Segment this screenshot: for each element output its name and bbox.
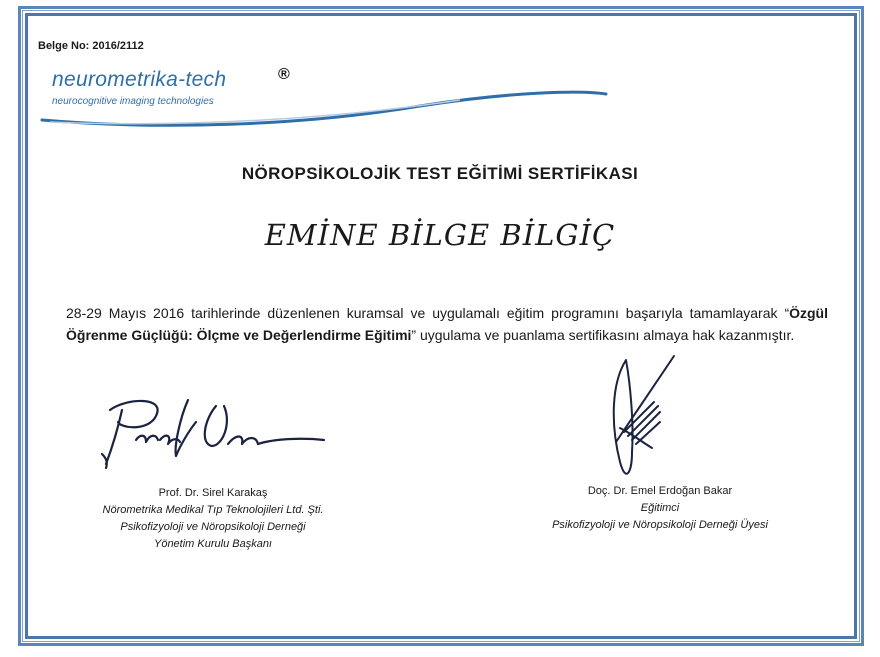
logo-name: neurometrika-tech	[52, 68, 227, 91]
right-signer-affiliation: Psikofizyoloji ve Nöropsikoloji Derneği Üyesi	[552, 519, 768, 531]
left-signer-affiliation-2: Psikofizyoloji ve Nöropsikoloji Derneği	[120, 521, 306, 533]
right-signer-block	[510, 483, 810, 534]
right-signer-name: Doç. Dr. Emel Erdoğan Bakar	[587, 485, 733, 497]
document-number-label: Belge No:	[38, 40, 90, 52]
document-number	[38, 40, 144, 52]
registered-mark: ®	[278, 66, 290, 83]
certificate-title: NÖROPSİKOLOJİK TEST EĞİTİMİ SERTİFİKASI	[241, 164, 639, 183]
left-signature-icon	[96, 388, 336, 478]
left-signer-name: Prof. Dr. Sirel Karakaş	[158, 487, 268, 499]
document-number-value: 2016/2112	[92, 40, 144, 52]
recipient-name: EMİNE BİLGE BİLGİÇ	[264, 218, 616, 252]
left-signer-role: Yönetim Kurulu Başkanı	[153, 538, 272, 550]
body-text-part2: ” uygulama ve puanlama sertifikasını almaya hak kazanmıştır.	[411, 327, 795, 343]
left-signer-affiliation-1: Nörometrika Medikal Tıp Teknolojileri Ltd. Şti.	[102, 504, 324, 516]
logo-tagline: neurocognitive imaging technologies	[52, 96, 214, 107]
company-logo	[40, 66, 620, 136]
training-name: Özgül Öğrenme Güçlüğü: Ölçme ve Değerlendirme Eğitimi	[66, 305, 828, 343]
left-signer-block	[48, 485, 378, 553]
certificate-body	[66, 302, 828, 346]
right-signature-icon	[602, 352, 692, 492]
right-signer-role: Eğitimci	[640, 502, 680, 514]
body-text-part1: 28-29 Mayıs 2016 tarihlerinde düzenlenen kuramsal ve uygulamalı eğitim programını başarıyla tamamlayarak “	[66, 305, 790, 321]
